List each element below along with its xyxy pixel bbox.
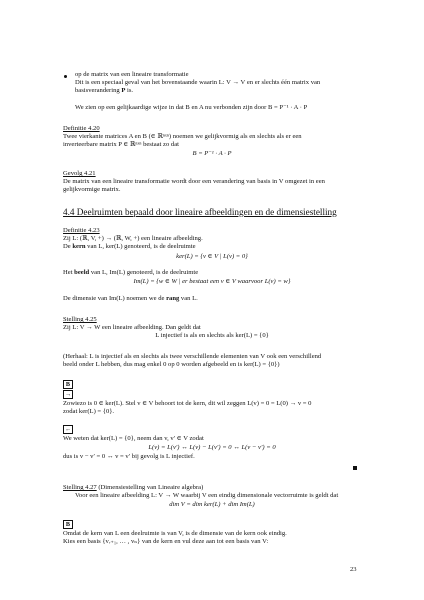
stelling-4-25-line-2: L injectief is als en slechts als ker(L) = {0} [155,332,269,339]
definition-4-20-line-1: Twee vierkante matrices A en B (∈ ℝⁿˣⁿ) noemen we gelijkvormig als en slechts als er een [63,133,302,140]
proof-line-3: We weten dat ker(L) = {0}, neem dan v, v′ ∈ V zodat [63,435,204,442]
proof-box-left-arrow: ← [65,426,72,433]
image-formula: Im(L) = {w ∈ W | er bestaat een v ∈ V waarvoor L(v) = w} [133,278,291,285]
definition-4-23-label: Definitie 4.23 [63,227,100,234]
qed-square [353,466,357,470]
definition-4-20-label: Definitie 4.20 [63,125,100,132]
bullet-line-1: Dit is een speciaal geval van het bovenstaande waarin L: V → V en er slechts één matrix van [75,79,321,86]
definition-4-23-line-2: De kern van L, ker(L) genoteerd, is de deelruimte [63,243,196,250]
dimension-formula: dim V = dim ker(L) + dim Im(L) [169,501,255,508]
bullet-line-3: We zien op een gelijkaardige wijze in dat B en A nu verbonden zijn door B = P⁻¹ · A · P [75,104,308,111]
gevolg-4-21-line-1: De matrix van een lineaire transformatie wordt door een verandering van basis in V omgezet in een [63,178,325,185]
stelling-4-25-line-1: Zij L: V → W een lineaire afbeelding. Dan geldt dat [63,324,201,331]
bullet-title: op de matrix van een lineaire transformatie [75,71,189,78]
definition-4-23-line-3: Het beeld van L, Im(L) genoteerd, is de deelruimte [63,269,199,276]
proof-box-b: B [63,380,73,389]
herhaal-line-2: beeld onder L hebben, dus mag enkel 0 op 0 worden afgebeeld en is ker(L) = {0}) [63,361,280,368]
stelling-4-25-label: Stelling 4.25 [63,316,97,323]
proof-box-b-2: B [63,520,73,529]
stelling-4-27-label: Stelling 4.27 (Dimensiestelling van Lineaire algebra) [63,484,204,491]
definition-4-20-line-2: inverteerbare matrix P ∈ ℝⁿˣⁿ bestaat zo dat [63,141,179,148]
proof-line-4: L(v) = L(v′) ↔ L(v) − L(v′) = 0 ↔ L(v − v′) = 0 [148,444,276,451]
stelling-4-27-line-1: Voor een lineaire afbeelding L: V → W waarbij V een eindig dimensionale vectorruimte is geldt dat [75,492,339,499]
proof-line-5: dus is v − v′ = 0 ↔ v = v′ bij gevolg is L injectief. [63,453,195,460]
herhaal-line-1: (Herhaal: L is injectief als en slechts als twee verschillende elementen van V ook een verschillend [63,353,322,360]
gevolg-4-21-label: Gevolg 4.21 [63,170,96,177]
bullet-marker [64,75,67,78]
definition-4-23-line-4: De dimensie van Im(L) noemen we de rang van L. [63,295,198,302]
definition-4-23-line-1: Zij L: (ℝ, V, +) → (ℝ, W, +) een lineaire afbeelding. [63,235,203,242]
proof-box-right-arrow: → [65,391,72,398]
proof-line-2: zodat ker(L) = {0}. [63,408,115,415]
section-heading: 4.4 Deelruimten bepaald door lineaire afbeeldingen en de dimensiestelling [63,207,337,217]
gevolg-4-21-line-2: gelijkvormige matrix. [63,186,121,193]
kernel-formula: ker(L) = {v ∈ V | L(v) = 0} [176,253,248,260]
proof-line-1: Zowiezo is 0 ∈ ker(L). Stel v ∈ V behoort tot de kern, dit wil zeggen L(v) = 0 = L(0) → v = 0 [63,400,312,407]
page-number: 23 [350,566,357,573]
stelling-4-27-line-2: Omdat de kern van L een deelruimte is van V, is de dimensie van de kern ook eindig. [63,530,287,537]
stelling-4-27-line-3: Kies een basis {vᵣ₊₁, … , vₙ} van de kern en vul deze aan tot een basis van V: [63,538,269,545]
definition-4-20-formula: B = P⁻¹ · A · P [192,150,232,157]
bullet-line-2: basisverandering P is. [75,87,134,94]
